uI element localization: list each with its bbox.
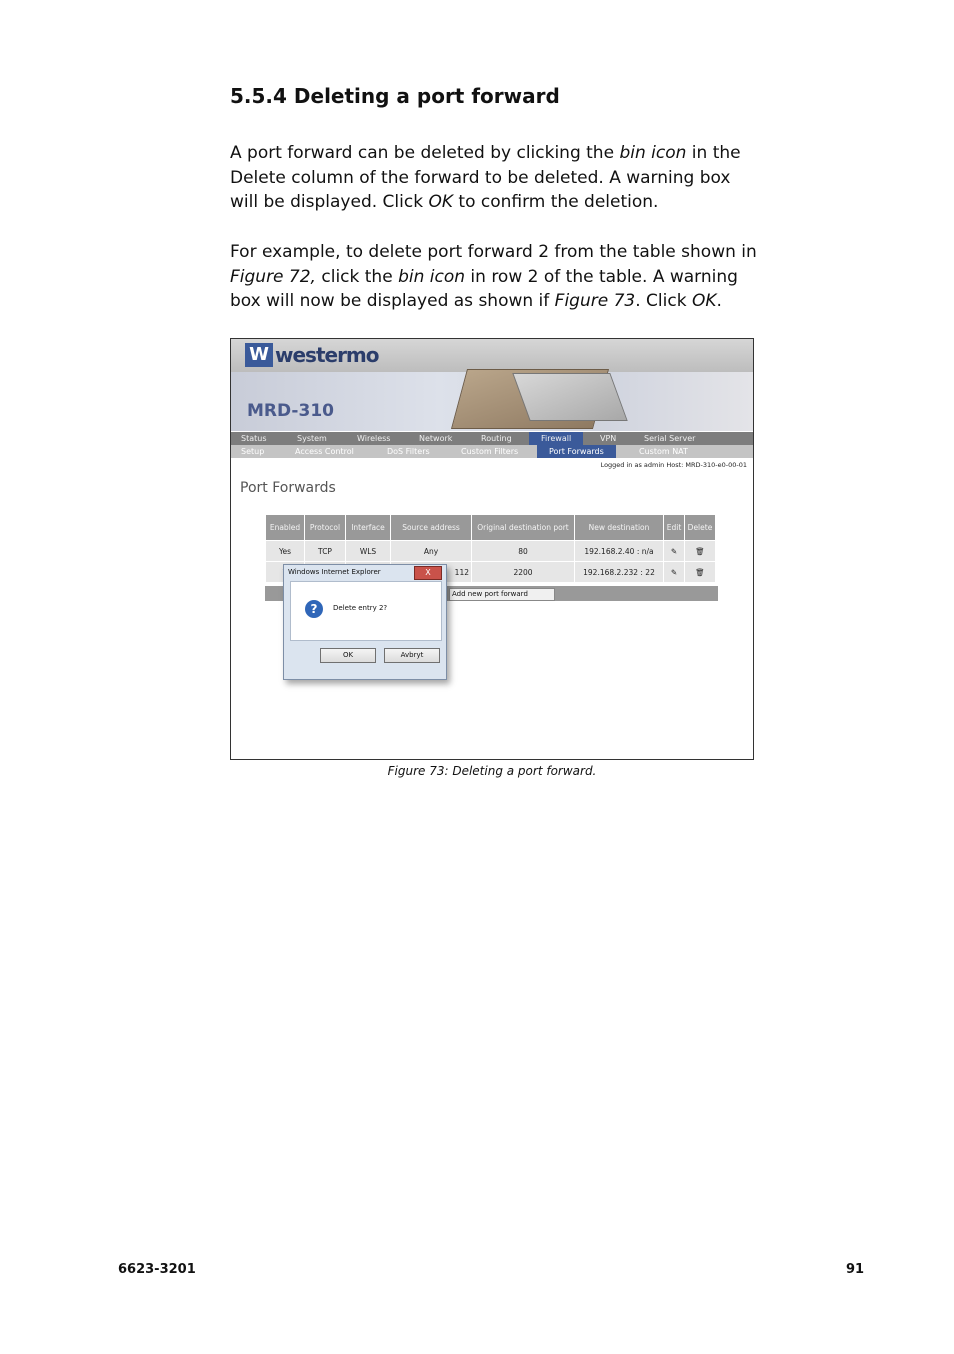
col-interface: Interface [346, 515, 391, 541]
subnav-access-control[interactable]: Access Control [295, 447, 354, 456]
cell: 2200 [472, 562, 575, 583]
port-forwards-title: Port Forwards [240, 480, 336, 496]
logo-text: westermo [275, 343, 379, 367]
section-heading: 5.5.4 Deleting a port forward [230, 84, 560, 108]
subnav-dos-filters[interactable]: DoS Filters [387, 447, 430, 456]
cell: 192.168.2.40 : n/a [575, 541, 664, 562]
cell: WLS [346, 541, 391, 562]
nav-system[interactable]: System [297, 434, 327, 443]
main-nav [231, 432, 753, 445]
col-delete: Delete [685, 515, 716, 541]
edit-pencil-icon[interactable]: ✎ [664, 562, 685, 583]
delete-bin-icon[interactable]: 🗑 [685, 541, 716, 562]
confirm-dialog [283, 564, 447, 680]
edit-pencil-icon[interactable]: ✎ [664, 541, 685, 562]
nav-wireless[interactable]: Wireless [357, 434, 391, 443]
dialog-message: Delete entry 2? [333, 604, 388, 612]
cell: 192.168.2.232 : 22 [575, 562, 664, 583]
nav-vpn[interactable]: VPN [600, 434, 617, 443]
nav-network[interactable]: Network [419, 434, 453, 443]
col-orig-port: Original destination port [472, 515, 575, 541]
cell: Yes [266, 541, 305, 562]
dialog-body [290, 581, 442, 641]
delete-bin-icon[interactable]: 🗑 [685, 562, 716, 583]
nav-firewall[interactable]: Firewall [529, 432, 583, 445]
model-name: MRD-310 [247, 401, 334, 421]
question-icon: ? [305, 600, 323, 618]
close-icon[interactable]: X [414, 566, 442, 580]
subnav-port-forwards[interactable]: Port Forwards [537, 445, 616, 458]
westermo-logo-icon: W [245, 343, 273, 367]
doc-number: 6623-3201 [118, 1262, 196, 1277]
ok-button[interactable]: OK [320, 648, 376, 663]
nav-status[interactable]: Status [241, 434, 267, 443]
cell: 112 [391, 562, 472, 583]
router-image-2 [512, 373, 627, 421]
paragraph-intro: A port forward can be deleted by clicking the bin icon in the Delete column of the forward to be deleted. A warning box will be displayed. Click OK to confirm the deletion. [230, 143, 741, 212]
table-header [266, 515, 716, 541]
figure-caption: Figure 73: Deleting a port forward. [387, 764, 597, 778]
cell: Any [391, 541, 472, 562]
col-source: Source address [391, 515, 472, 541]
col-new-dest: New destination [575, 515, 664, 541]
sub-nav [231, 445, 753, 458]
login-status: Logged in as admin Host: MRD-310-e0-00-01 [600, 461, 747, 469]
subnav-setup[interactable]: Setup [241, 447, 265, 456]
col-enabled: Enabled [266, 515, 305, 541]
dialog-title: Windows Internet Explorer [288, 568, 381, 576]
page-number: 91 [846, 1262, 865, 1277]
cell: 80 [472, 541, 575, 562]
col-edit: Edit [664, 515, 685, 541]
figure-screenshot [230, 338, 754, 760]
cancel-button[interactable]: Avbryt [384, 648, 440, 663]
paragraph-example: For example, to delete port forward 2 from the table shown in Figure 72, click the bin icon in row 2 of the table. A warning box will now be displayed as shown if Figure 73. Click OK. [230, 242, 757, 311]
subnav-custom-nat[interactable]: Custom NAT [639, 447, 688, 456]
add-port-forward-button[interactable]: Add new port forward [449, 588, 555, 601]
nav-serial-server[interactable]: Serial Server [644, 434, 696, 443]
subnav-custom-filters[interactable]: Custom Filters [461, 447, 519, 456]
cell: TCP [305, 541, 346, 562]
nav-routing[interactable]: Routing [481, 434, 512, 443]
col-protocol: Protocol [305, 515, 346, 541]
table-row [266, 541, 716, 562]
